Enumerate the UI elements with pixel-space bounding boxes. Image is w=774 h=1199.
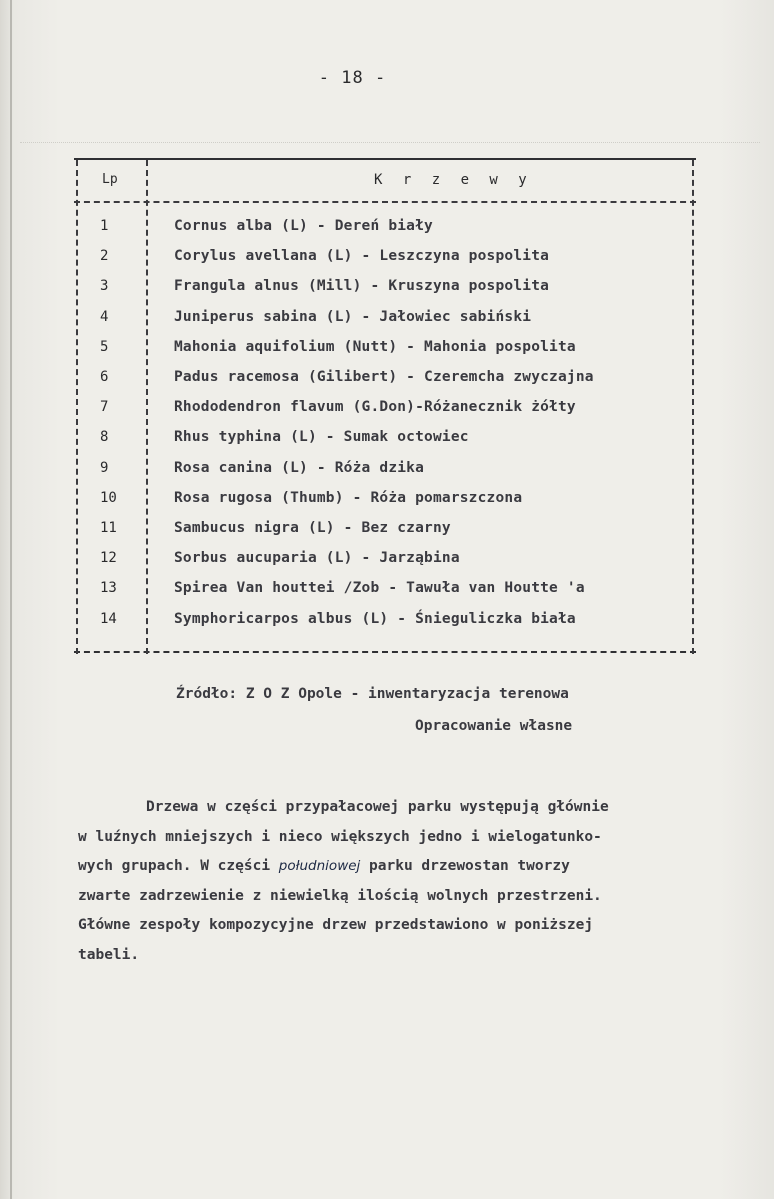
table-row [74,429,696,459]
shrubs-table [74,158,696,658]
shrub-name: Spirea Van houttei /Zob - Tawuła van Houtte 'a [174,580,585,597]
paragraph-line: Drzewa w części przypałacowej parku występują głównie [146,799,609,815]
row-number: 13 [100,580,117,597]
table-header-divider [74,201,696,203]
shrub-name: Corylus avellana (L) - Leszczyna pospolita [174,248,550,265]
shrub-name: Padus racemosa (Gilibert) - Czeremcha zwyczajna [174,369,594,385]
row-number: 4 [100,308,109,325]
shrub-name: Rosa rugosa (Thumb) - Róża pomarszczona [174,489,523,506]
column-header-shrubs: K r z e w y [374,172,533,188]
shrub-name: Frangula alnus (Mill) - Kruszyna pospolita [174,278,550,295]
row-number: 10 [100,489,117,506]
body-paragraph [78,793,718,970]
row-number: 6 [100,369,109,385]
shrub-name: Mahonia aquifolium (Nutt) - Mahonia pospolita [174,338,576,355]
paragraph-line [78,852,718,882]
faint-guide-line [20,142,760,143]
shrub-name: Rosa canina (L) - Róża dzika [174,459,425,476]
row-number: 1 [100,218,109,234]
source-line-2: Opracowanie własne [415,718,573,734]
table-row [74,580,696,610]
table-row [74,550,696,580]
table-row [74,278,696,308]
row-number: 14 [100,610,117,627]
paragraph-line: zwarte zadrzewienie z niewielką ilością wolnych przestrzeni. [78,887,602,904]
handwritten-insertion: południowej [278,858,361,874]
paragraph-text: wych grupach. W części [78,858,271,874]
paragraph-line: tabeli. [78,946,140,963]
shrub-name: Rhus typhina (L) - Sumak octowiec [174,429,469,446]
table-row [74,339,696,369]
shrub-name: Symphoricarpos albus (L) - Śnieguliczka biała [174,610,576,627]
source-line-1: Źródło: Z O Z Opole - inwentaryzacja terenowa [176,686,569,702]
table-row [74,520,696,550]
paragraph-line: w luźnych mniejszych i nieco większych jedno i wielogatunko- [78,828,602,845]
row-number: 7 [100,399,109,416]
table-row [74,399,696,429]
paragraph-text: parku drzewostan tworzy [369,858,570,874]
shrub-name: Rhododendron flavum (G.Don)-Różanecznik żółty [174,399,576,416]
row-number: 3 [100,278,109,295]
table-row [74,309,696,339]
row-number: 5 [100,338,109,355]
page-edge-shadow [10,0,12,1199]
shrub-name: Sorbus aucuparia (L) - Jarząbina [174,550,460,567]
table-row [74,490,696,520]
column-header-lp: Lp [102,172,118,187]
shrub-name: Juniperus sabina (L) - Jałowiec sabiński [174,308,532,325]
shrub-name: Cornus alba (L) - Dereń biały [174,218,433,234]
page-number: - 18 - [318,68,387,88]
row-number: 12 [100,550,117,567]
table-bottom-border [74,651,696,656]
table-row [74,218,696,248]
row-number: 8 [100,429,109,446]
paragraph-line: Główne zespoły kompozycyjne drzew przedstawiono w poniższej [78,917,594,933]
table-row [74,248,696,278]
table-row [74,611,696,641]
row-number: 9 [100,459,109,476]
shrub-name: Sambucus nigra (L) - Bez czarny [174,520,451,536]
table-row [74,460,696,490]
table-top-border [74,158,696,160]
row-number: 11 [100,520,117,536]
table-row [74,369,696,399]
row-number: 2 [100,248,109,265]
